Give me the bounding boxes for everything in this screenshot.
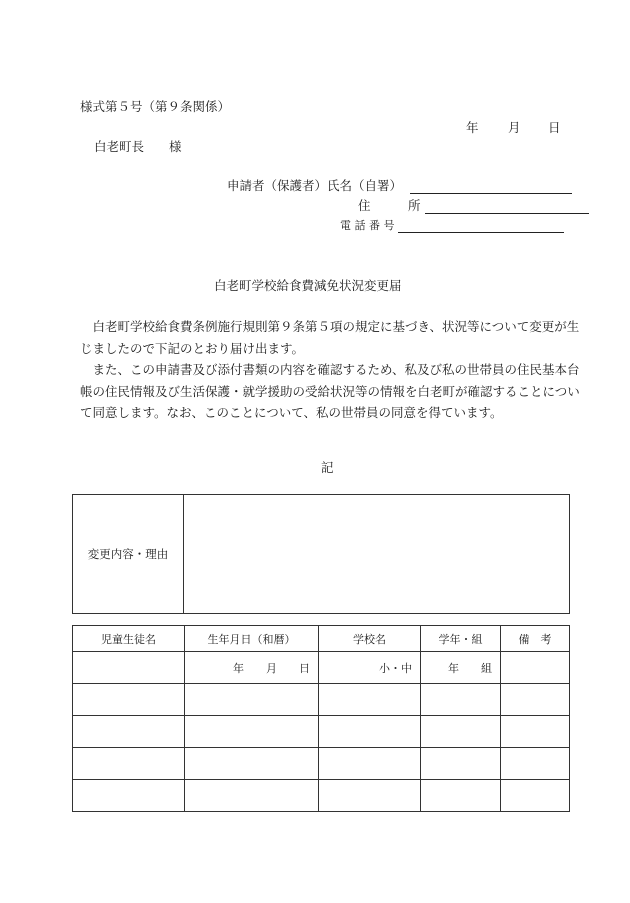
applicant-name-label: 申請者（保護者）氏名（自署） <box>227 178 403 193</box>
table-row <box>73 684 570 716</box>
applicant-name-row <box>227 176 572 194</box>
header-school: 学校名 <box>319 626 421 652</box>
grade-class-cell[interactable]: 年 組 <box>421 652 501 684</box>
student-name-cell[interactable] <box>73 780 185 812</box>
grade-class-cell[interactable] <box>421 716 501 748</box>
school-cell[interactable] <box>319 684 421 716</box>
applicant-name-field[interactable] <box>410 179 572 194</box>
header-grade-class: 学年・組 <box>421 626 501 652</box>
school-cell[interactable] <box>319 748 421 780</box>
table-row <box>73 716 570 748</box>
header-birthdate: 生年月日（和暦） <box>185 626 319 652</box>
date-month-label: 月 <box>508 120 521 135</box>
applicant-address-field[interactable] <box>425 199 589 214</box>
addressee: 白老町長 様 <box>94 139 182 154</box>
applicant-address-label: 住 所 <box>358 198 421 213</box>
applicant-address-row <box>358 196 589 214</box>
school-cell[interactable] <box>319 716 421 748</box>
table-row <box>73 780 570 812</box>
reason-value[interactable] <box>184 495 570 614</box>
remarks-cell[interactable] <box>501 748 570 780</box>
remarks-cell[interactable] <box>501 684 570 716</box>
table-row <box>73 748 570 780</box>
document-title: 白老町学校給食費減免状況変更届 <box>214 278 402 293</box>
school-cell[interactable]: 小・中 <box>319 652 421 684</box>
applicant-phone-label: 電 話 番 号 <box>340 219 395 232</box>
student-name-cell[interactable] <box>73 652 185 684</box>
remarks-cell[interactable] <box>501 652 570 684</box>
ki-heading: 記 <box>321 460 334 475</box>
student-table <box>72 625 570 812</box>
student-table-header <box>73 626 570 652</box>
date-day-label: 日 <box>548 120 561 135</box>
student-name-cell[interactable] <box>73 748 185 780</box>
birthdate-cell[interactable] <box>185 684 319 716</box>
grade-class-cell[interactable] <box>421 684 501 716</box>
applicant-phone-row <box>340 217 564 233</box>
header-student-name: 児童生徒名 <box>73 626 185 652</box>
birthdate-cell[interactable] <box>185 748 319 780</box>
reason-table <box>72 494 570 614</box>
remarks-cell[interactable] <box>501 716 570 748</box>
student-name-cell[interactable] <box>73 716 185 748</box>
remarks-cell[interactable] <box>501 780 570 812</box>
body-paragraph-2: また、この申請書及び添付書類の内容を確認するため、私及び私の世帯員の住民基本台帳の住民情報及び生活保護・就学援助の受給状況等の情報を白老町が確認することについて同意します。なお、このことについて、私の世帯員の同意を得ています。 <box>80 362 580 420</box>
grade-class-cell[interactable] <box>421 780 501 812</box>
header-remarks: 備 考 <box>501 626 570 652</box>
applicant-phone-field[interactable] <box>398 218 564 233</box>
date-year-label: 年 <box>466 120 479 135</box>
body-paragraph-1: 白老町学校給食費条例施行規則第９条第５項の規定に基づき、状況等について変更が生じましたので下記のとおり届け出ます。 <box>80 319 580 356</box>
table-row <box>73 652 570 684</box>
birthdate-cell[interactable] <box>185 716 319 748</box>
school-cell[interactable] <box>319 780 421 812</box>
grade-class-cell[interactable] <box>421 748 501 780</box>
reason-label: 変更内容・理由 <box>73 495 184 614</box>
birthdate-cell[interactable] <box>185 780 319 812</box>
birthdate-cell[interactable]: 年 月 日 <box>185 652 319 684</box>
student-name-cell[interactable] <box>73 684 185 716</box>
form-number: 様式第５号（第９条関係） <box>80 99 231 114</box>
